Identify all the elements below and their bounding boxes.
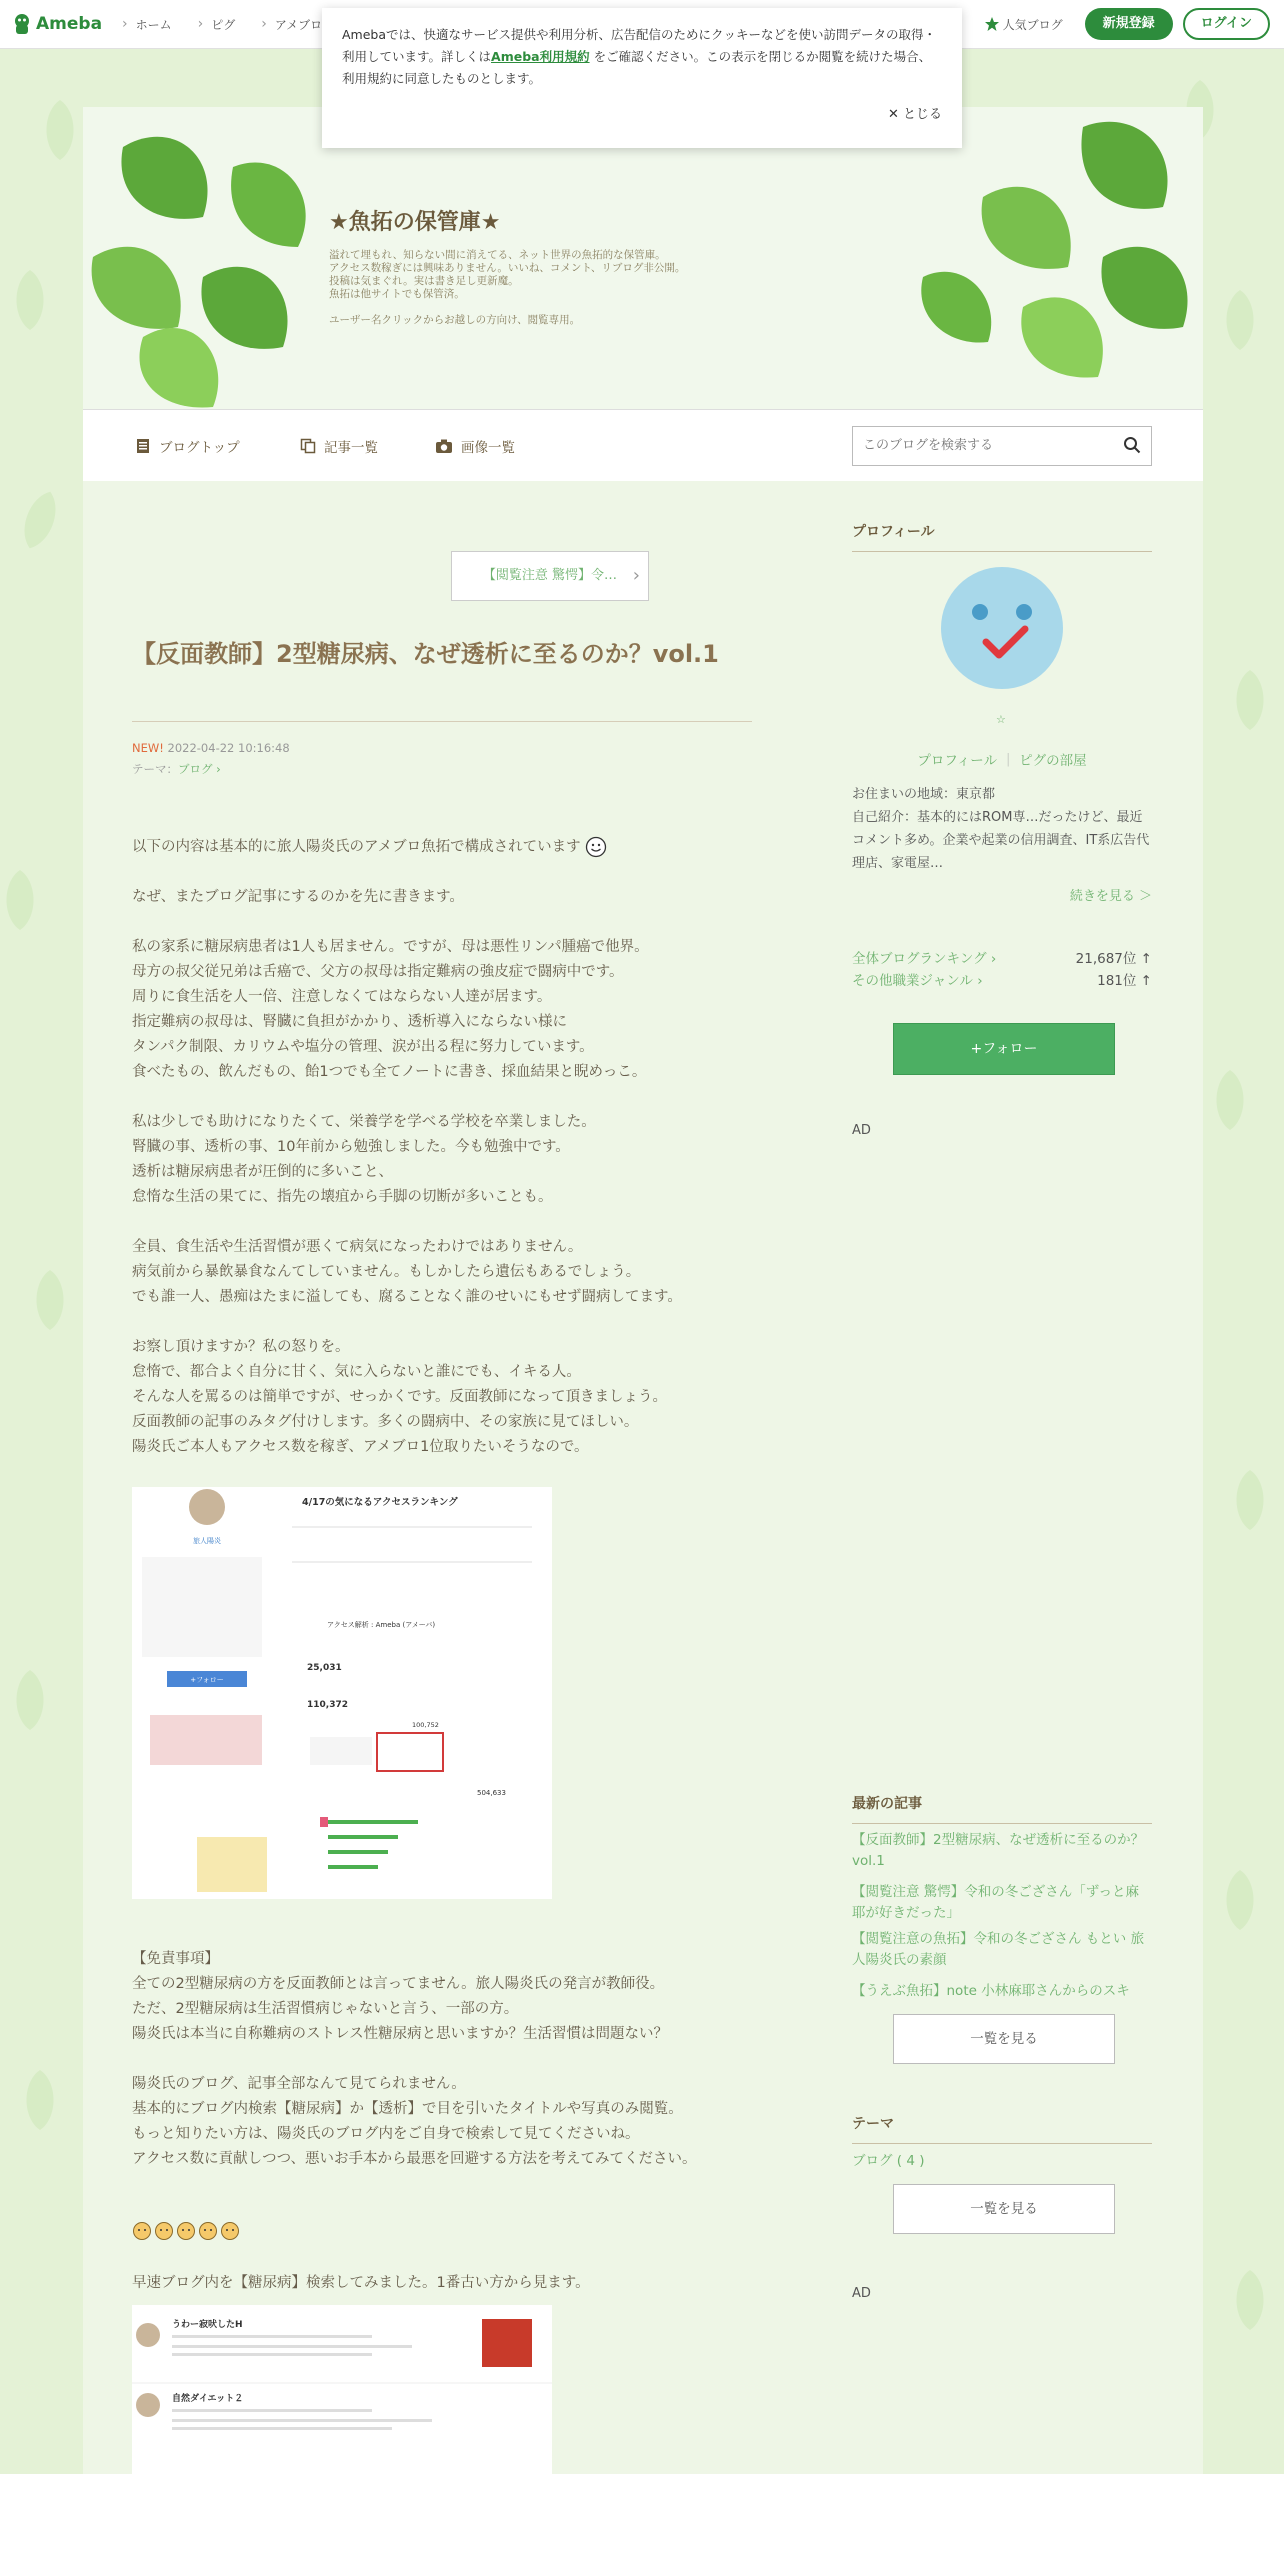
cookie-text-after: をご確認ください。この表示を閉じるか閲覧を続けた場合、利用規約に同意したものとします。 [342, 49, 932, 86]
terms-link[interactable]: Ameba利用規約 [491, 49, 590, 64]
nav-ameblo[interactable]: › アメブロ [261, 16, 322, 33]
overall-ranking-link[interactable]: 全体ブログランキング [852, 951, 987, 967]
chevron-right-icon: › [972, 973, 983, 989]
face-emoji-icon [154, 2221, 174, 2241]
shot1-app: アクセス解析 : Ameba (アメーバ) [327, 1621, 436, 1629]
pigg-room-link[interactable]: ピグの部屋 [1019, 753, 1087, 769]
chevron-right-icon: › [986, 951, 997, 967]
paragraph-4: 私は少しでも助けになりたくて、栄養学を学べる学校を卒業しました。 腎臓の事、透析の事、10年前から勉強しました。今も勉強中です。 透析は糖尿病患者が圧倒的に多いこと、 怠惰な生活の果てに、指先の壊疽から手脚の切断が多いことも。 [132, 1114, 596, 1205]
smile-emoji-icon [585, 836, 607, 858]
paragraph-5: 全員、食生活や生活習慣が悪くて病気になったわけではありません。 病気前から暴飲暴食なんてしていません。もしかしたら遺伝もあるでしょう。 でも誰一人、愚痴はたまに溢しても、腐ることなく誰のせいにもせず闘病してます。 [132, 1239, 682, 1305]
leaves-right-decoration [903, 107, 1203, 409]
profile-links [852, 749, 1152, 769]
image-list-label: 画像一覧 [461, 440, 515, 456]
theme-blog-link[interactable]: ブログ ( 4 ) [852, 2153, 925, 2169]
paragraph-8: 陽炎氏のブログ、記事全部なんて見てられません。 基本的にブログ内検索【糖尿病】か【透析】で目を引いたタイトルや写真のみ閲覧。 もっと知りたい方は、陽炎氏のブログ内をご自身で検索して見てくださいね。 アクセス数に貢献しつつ、悪いお手本から最悪を回避する方法を考えてみてください。 [132, 2076, 697, 2167]
shot1-num3: 100,752 [412, 1721, 439, 1729]
recent-article-link[interactable]: 【閲覧注意 驚愕】令和の冬ござさん「ずっと麻耶が好きだった」 [852, 1884, 1139, 1921]
shot1-heading: 4/17の気になるアクセスランキング [302, 1497, 458, 1508]
blog-banner [83, 107, 1203, 409]
paragraph-9: 早速ブログ内を【糖尿病】検索してみました。1番古い方から見ます。 [132, 2275, 590, 2291]
face-emoji-icon [176, 2221, 196, 2241]
title-divider [132, 721, 752, 722]
paragraph-6: お察し頂けますか？私の怒りを。 怠惰で、都合よく自分に甘く、気に入らないと誰にでも、イキる人。 そんな人を罵るのは簡単ですが、せっかくです。反面教師になって頂きましょう。 反面教師の記事のみタグ付けします。多くの闘病中、その家族に見てほしい。 陽炎氏ご本人もアクセス数を稼ぎ、アメブロ1位取りたいそうなので。 [132, 1339, 668, 1455]
shot1-name: 旅人陽炎 [193, 1537, 221, 1545]
face-emoji-icon [132, 2221, 152, 2241]
ameba-logo[interactable] [12, 13, 102, 35]
camera-icon [435, 438, 453, 454]
theme-heading: テーマ [852, 2113, 1152, 2144]
blog-top-label: ブログトップ [159, 440, 240, 456]
blog-title[interactable]: ★魚拓の保管庫★ [329, 210, 501, 235]
separator: ｜ [1001, 753, 1020, 769]
theme-link[interactable]: ブログ [178, 762, 213, 776]
logo-text: Ameba [36, 14, 103, 34]
profile-avatar[interactable] [941, 567, 1063, 689]
shot2-title-2: 自然ダイエット２ [172, 2394, 244, 2404]
article-theme [132, 761, 221, 777]
overall-ranking [852, 947, 1152, 967]
ranking-screenshot-drawing [132, 1487, 552, 1899]
popular-label: 人気ブログ [1002, 17, 1063, 32]
paragraph-2: なぜ、またブログ記事にするのかを先に書きます。 [132, 889, 464, 905]
article-date: 2022-04-22 10:16:48 [167, 741, 290, 755]
new-badge: NEW! [132, 741, 164, 755]
main-content [83, 481, 1203, 2474]
shot1-num1: 25,031 [307, 1663, 342, 1673]
global-nav [122, 16, 348, 33]
read-more-link[interactable]: 続きを見る ＞ [1069, 889, 1152, 904]
cookie-text [342, 24, 942, 90]
leaves-left-decoration [83, 107, 343, 409]
footer-area [0, 2474, 1284, 2568]
follow-button[interactable]: +フォロー [893, 1023, 1115, 1075]
default-avatar-face-icon [941, 567, 1063, 689]
paragraph-7: 【免責事項】 全ての2型糖尿病の方を反面教師とは言ってません。旅人陽炎氏の発言が教師役。 ただ、2型糖尿病は生活習慣病じゃないと言う、一部の方。 陽炎氏は本当に自称難病のストレス性糖尿病と思いますか？生活習慣は問題ない？ [132, 1951, 669, 2042]
paragraph-1 [132, 835, 752, 860]
article-meta [132, 741, 290, 755]
blog-search [852, 426, 1152, 466]
document-icon [135, 438, 151, 454]
blog-top-link[interactable] [135, 436, 240, 456]
emoji-row [132, 2221, 242, 2241]
close-icon: ✕ [887, 107, 903, 122]
profile-link[interactable]: プロフィール [917, 753, 998, 769]
profile-text: お住まいの地域：東京都 自己紹介：基本的にはROM専…だったけど、最近コメント多め。企業や起業の信用調査、IT系広告代理店、家電屋… [852, 787, 1150, 871]
image-list-link[interactable] [435, 436, 515, 456]
genre-ranking-link[interactable]: その他職業ジャンル [852, 973, 973, 989]
face-emoji-icon [220, 2221, 240, 2241]
shot1-num4: 504,633 [477, 1789, 506, 1797]
search-result-screenshot-image[interactable] [132, 2305, 552, 2474]
profile-heading: プロフィール [852, 521, 1152, 552]
recent-article-link[interactable]: 【うえぶ魚拓】note 小林麻耶さんからのスキ [852, 1983, 1130, 1999]
blog-description: 溢れて埋もれ、知らない間に消えてる、ネット世界の魚拓的な保管庫。 アクセス数稼ぎには興味ありません。いいね、コメント、リブログ非公開。 投稿は気まぐれ。実は書き足し更新魔。 魚拓は他サイトでも保管済。 ユーザー名クリックからお越しの方向け、閲覧専用。 [329, 249, 686, 326]
genre-ranking [852, 969, 1152, 989]
login-button[interactable]: ログイン [1183, 8, 1270, 40]
cookie-text-before: Amebaでは、快適なサービス提供や利用分析、広告配信のためにクッキーなどを使い訪問データの取得・利用しています。詳しくは [342, 27, 937, 64]
cookie-close-button[interactable] [888, 104, 942, 126]
recent-article-link[interactable]: 【閲覧注意の魚拓】令和の冬ござさん もとい 旅人陽炎氏の素顔 [852, 1931, 1145, 1968]
ad-label: AD [852, 1123, 871, 1138]
nav-home[interactable]: › ホーム [122, 16, 172, 33]
recent-article-link[interactable]: 【反面教師】2型糖尿病、なぜ透析に至るのか？vol.1 [852, 1832, 1145, 1869]
prev-article-link[interactable]: 【閲覧注意 驚愕】令… › [451, 551, 649, 601]
star-icon [984, 16, 1000, 32]
theme-label: テーマ： [132, 762, 178, 776]
signup-button[interactable]: 新規登録 [1085, 8, 1173, 40]
shot1-num2: 110,372 [307, 1700, 348, 1710]
article-title[interactable]: 【反面教師】2型糖尿病、なぜ透析に至るのか？vol.1 [132, 640, 719, 668]
article-list-link[interactable] [300, 436, 378, 456]
profile-name[interactable]: ☆ [996, 713, 1006, 726]
theme-list-button[interactable]: 一覧を見る [893, 2184, 1115, 2234]
close-label: とじる [902, 107, 942, 122]
recent-articles-heading: 最新の記事 [852, 1793, 1152, 1824]
ad-label-2: AD [852, 2286, 871, 2301]
ranking-screenshot-image[interactable] [132, 1487, 552, 1899]
shot2-title-1: うわー寂吠したH [172, 2320, 243, 2330]
face-emoji-icon [198, 2221, 218, 2241]
paragraph-1-text: 以下の内容は基本的に旅人陽炎氏のアメブロ魚拓で構成されています [132, 839, 581, 855]
overall-ranking-value: 21,687位 ↑ [1075, 951, 1152, 967]
paragraph-3: 私の家系に糖尿病患者は1人も居ません。ですが、母は悪性リンパ腫癌で他界。 母方の叔父従兄弟は舌癌で、父方の叔母は指定難病の強皮症で闘病中です。 周りに食生活を人一倍、注意しなくてはならない人達が居ます。 指定難病の叔母は、腎臓に負担がかかり、透析導入にならない様に タンパク制限、カリウムや塩分の管理、涙が出る程に努力しています。 食べたもの、飲んだもの、飴1つでも全てノートに書き、採血結果と睨めっこ。 [132, 939, 649, 1080]
ameba-logo-icon [12, 13, 32, 35]
recent-list-button[interactable]: 一覧を見る [893, 2014, 1115, 2064]
search-icon[interactable] [1123, 436, 1141, 454]
genre-ranking-value: 181位 ↑ [1097, 973, 1152, 989]
blog-nav [83, 409, 1203, 483]
shot1-follow: +フォロー [190, 1676, 224, 1684]
article-list-label: 記事一覧 [324, 440, 378, 456]
copy-icon [300, 438, 316, 454]
search-result-screenshot-drawing [132, 2305, 552, 2474]
blog-search-input[interactable] [853, 427, 1113, 463]
popular-blog-link[interactable] [984, 16, 1063, 33]
nav-pigg[interactable]: › ピグ [198, 16, 236, 33]
cookie-notice [322, 8, 962, 148]
chevron-right-icon: › [212, 762, 221, 776]
header-actions [984, 8, 1270, 40]
